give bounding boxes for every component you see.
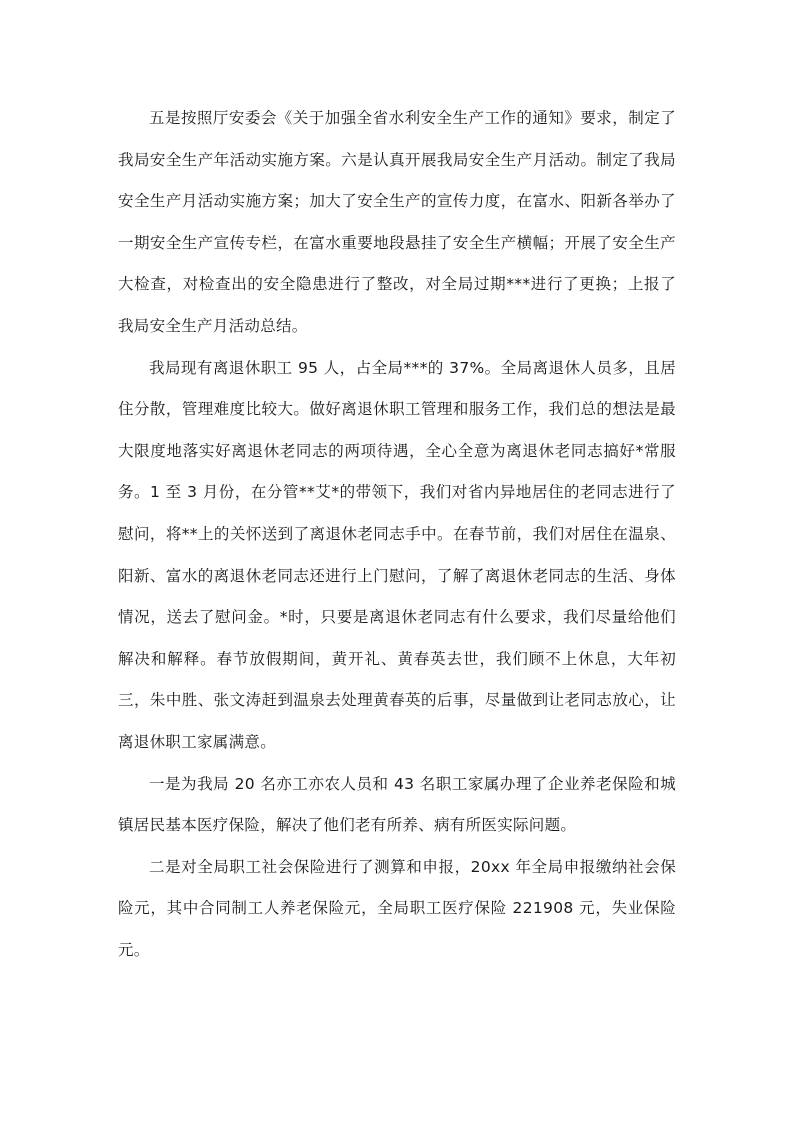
paragraph-safety-production: 五是按照厅安委会《关于加强全省水利安全生产工作的通知》要求，制定了我局安全生产年活动实施方案。六是认真开展我局安全生产月活动。制定了我局安全生产月活动实施方案；加大了安全生产的宣传力度，在富水、阳新各举办了一期安全生产宣传专栏，在富水重要地段悬挂了安全生产横幅；开展了安全生产大检查，对检查出的安全隐患进行了整改，对全局过期***进行了更换；上报了我局安全生产月活动总结。 — [118, 109, 676, 335]
paragraph-retired-staff: 我局现有离退休职工 95 人，占全局***的 37%。全局离退休人员多，且居住分散，管理难度比较大。做好离退休职工管理和服务工作，我们总的想法是最大限度地落实好离退休老同志的两项待遇，全心全意为离退休老同志搞好*常服务。1 至 3 月份，在分管**艾*的带领下，我们对省内异地居住的老同志进行了慰问，将**上的关怀送到了离退休老同志手中。在春节前，我们对居住在温泉、阳新、富水的离退休老同志还进行上门慰问，了解了离退休老同志的生活、身体情况，送去了慰问金。*时，只要是离退休老同志有什么要求，我们尽量给他们解决和解释。春节放假期间，黄开礼、黄春英去世，我们顾不上休息，大年初三，朱中胜、张文涛赶到温泉去处理黄春英的后事，尽量做到让老同志放心，让离退休职工家属满意。 — [118, 358, 676, 751]
document-body — [118, 98, 676, 971]
paragraph-pension-insurance: 一是为我局 20 名亦工亦农人员和 43 名职工家属办理了企业养老保险和城镇居民基本医疗保险，解决了他们老有所养、病有所医实际问题。 — [118, 774, 676, 835]
paragraph-social-insurance: 二是对全局职工社会保险进行了测算和申报，20xx 年全局申报缴纳社会保险元，其中合同制工人养老保险元，全局职工医疗保险 221908 元，失业保险元。 — [118, 857, 676, 959]
